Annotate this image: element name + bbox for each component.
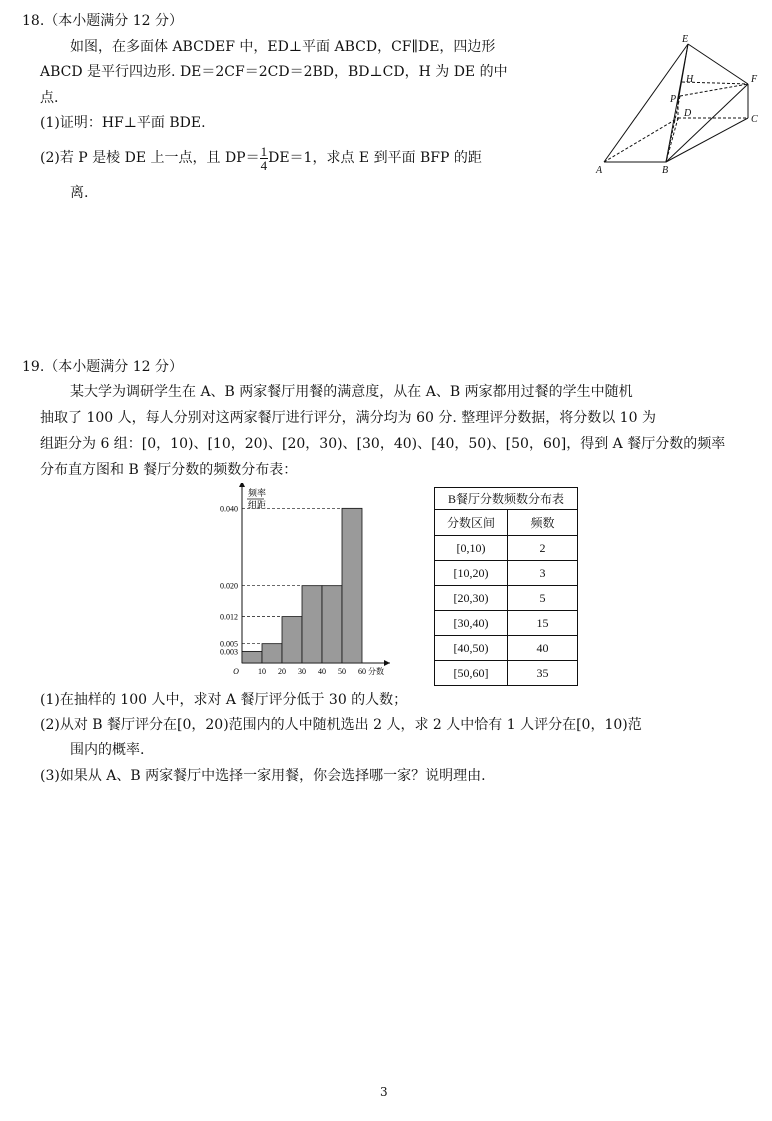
y-tick-label: 0.005 [220, 639, 238, 649]
table-row [435, 611, 578, 636]
table-cell-count: 40 [508, 636, 578, 661]
q19-line2: 抽取了 100 人，每人分别对这两家餐厅进行评分，满分均为 60 分. 整理评分数据，将分数以 10 为 [40, 410, 656, 426]
table-cell-interval: [10,20) [435, 561, 508, 586]
q18-fraction [260, 145, 269, 172]
y-tick-label: 0.003 [220, 647, 238, 657]
q19-header: 19.（本小题满分 12 分） [22, 359, 183, 375]
q18-line1: 如图，在多面体 ABCDEF 中，ED⊥平面 ABCD，CF∥DE，四边形 [70, 39, 496, 55]
x-axis-label: 分数 [368, 667, 384, 676]
table-row [435, 536, 578, 561]
polyhedron-figure [592, 32, 772, 177]
x-axis-arrow [384, 660, 390, 666]
label-h: H [686, 74, 694, 85]
histogram-bar [262, 644, 282, 663]
q19-part2-b: 围内的概率. [70, 742, 145, 758]
table-header-count: 频数 [508, 510, 578, 536]
x-tick-label: 40 [318, 667, 326, 676]
x-tick-label: 50 [338, 667, 346, 676]
q18-line2: ABCD 是平行四边形. DE＝2CF＝2CD＝2BD，BD⊥CD，H 为 DE 的中 [40, 64, 508, 80]
label-d: D [684, 108, 692, 119]
edge-pb [666, 96, 680, 162]
table-cell-interval: [20,30) [435, 586, 508, 611]
table-title: B餐厅分数频数分布表 [435, 488, 578, 510]
q19-part2-a: (2)从对 B 餐厅评分在[0，20)范围内的人中随机选出 2 人，求 2 人中恰有 1 人评分在[0，10)范 [40, 717, 642, 733]
histogram-bar [322, 586, 342, 663]
table-row [435, 636, 578, 661]
origin-label: O [233, 667, 239, 676]
table-cell-interval: [30,40) [435, 611, 508, 636]
fraction-numerator: 1 [260, 143, 268, 159]
table-row [435, 561, 578, 586]
table-header-interval: 分数区间 [435, 510, 508, 536]
q18-part1: (1)证明：HF⊥平面 BDE. [40, 115, 206, 131]
x-tick-label: 60 [358, 667, 366, 676]
table-cell-count: 15 [508, 611, 578, 636]
x-tick-label: 10 [258, 667, 266, 676]
label-f: F [751, 74, 758, 85]
histogram-plot [220, 483, 390, 676]
histogram-bar [302, 586, 322, 663]
q18-header: 18.（本小题满分 12 分） [22, 13, 183, 29]
q19-part3: (3)如果从 A、B 两家餐厅中选择一家用餐，你会选择哪一家？说明理由. [40, 768, 486, 784]
y-axis-label-top: 频率 [248, 488, 267, 498]
q18-part2-c: 离. [70, 185, 89, 201]
b-frequency-table [434, 487, 578, 686]
freq-table [434, 487, 578, 686]
q19-line4: 分布直方图和 B 餐厅分数的频数分布表： [40, 462, 298, 478]
x-tick-label: 30 [298, 667, 306, 676]
table-cell-count: 5 [508, 586, 578, 611]
q19-part1: (1)在抽样的 100 人中，求对 A 餐厅评分低于 30 的人数； [40, 692, 408, 708]
table-row [435, 661, 578, 686]
histogram-bar [342, 508, 362, 663]
table-cell-interval: [40,50) [435, 636, 508, 661]
y-tick-label: 0.020 [220, 581, 238, 591]
y-tick-label: 0.040 [220, 504, 238, 514]
q18-part2 [40, 144, 482, 172]
y-axis-label-bottom: 组距 [248, 500, 267, 510]
histogram-bar [242, 651, 262, 663]
label-a: A [596, 165, 603, 176]
q18-part2-b: DE＝1，求点 E 到平面 BFP 的距 [268, 150, 482, 166]
label-e: E [682, 34, 689, 45]
q18-line3: 点. [40, 90, 59, 106]
q19-line3: 组距分为 6 组：[0，10)、[10，20)、[20，30)、[30，40)、[40，50)、[50，60]，得到 A 餐厅分数的频率 [40, 436, 726, 452]
histogram-chart [214, 483, 404, 683]
table-row [435, 586, 578, 611]
table-cell-count: 2 [508, 536, 578, 561]
y-axis-arrow [239, 483, 245, 487]
histogram-bar [282, 617, 302, 663]
edge-ed [678, 44, 688, 102]
fraction-denominator: 4 [260, 157, 268, 173]
label-p: P [670, 94, 677, 105]
x-tick-label: 20 [278, 667, 286, 676]
y-tick-label: 0.012 [220, 612, 238, 622]
page-number: 3 [380, 1085, 388, 1099]
table-cell-count: 35 [508, 661, 578, 686]
q18-part2-a: (2)若 P 是棱 DE 上一点，且 DP＝ [40, 150, 260, 166]
table-cell-interval: [50,60] [435, 661, 508, 686]
q19-line1: 某大学为调研学生在 A、B 两家餐厅用餐的满意度，从在 A、B 两家都用过餐的学生中随机 [70, 384, 633, 400]
label-c: C [751, 114, 758, 125]
table-cell-interval: [0,10) [435, 536, 508, 561]
edge-bc [666, 118, 748, 162]
label-b: B [662, 165, 669, 176]
table-cell-count: 3 [508, 561, 578, 586]
edge-ef [688, 44, 748, 84]
